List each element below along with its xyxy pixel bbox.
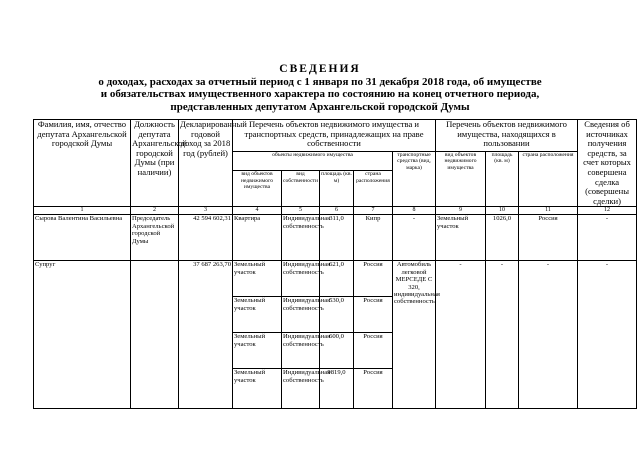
header-use-kind: вид объектов недвижимого имущества xyxy=(436,152,486,207)
header-realty-objects: объекты недвижимого имущества xyxy=(233,152,393,171)
row2-object-kind: Земельный участок xyxy=(233,261,282,297)
row1-country: Кипр xyxy=(354,215,393,261)
row2-ownership: Индивидуальная собственность xyxy=(282,261,320,297)
column-number: 8 xyxy=(393,207,436,215)
row2-transport: Автомобиль легковой МЕРСЕДЕ С 320, индивидуальная собственность xyxy=(393,261,436,409)
header-income: Декларированный годовой доход за 2018 год (рублей) xyxy=(179,120,233,207)
row2-ownership: Индивидуальная собственность xyxy=(282,333,320,369)
column-number: 1 xyxy=(34,207,131,215)
column-numbers-row xyxy=(34,207,637,215)
row2-area: 621,0 xyxy=(320,261,354,297)
column-number: 2 xyxy=(131,207,179,215)
row2-object-kind: Земельный участок xyxy=(233,297,282,333)
header-use-area: площадь (кв. м) xyxy=(486,152,519,207)
column-number: 4 xyxy=(233,207,282,215)
header-full-name: Фамилия, имя, отчество депутата Архангельской городской Думы xyxy=(34,120,131,207)
row1-source: - xyxy=(578,215,637,261)
row2-position xyxy=(131,261,179,409)
header-ownership-kind: вид собственности xyxy=(282,171,320,207)
header-sources: Сведения об источниках получения средств, за счет которых совершена сделка (совершены сделки) xyxy=(578,120,637,207)
row1-object-kind: Квартира xyxy=(233,215,282,261)
column-number: 3 xyxy=(179,207,233,215)
row1-name: Сырова Валентина Васильевна xyxy=(34,215,131,261)
header-used-property: Перечень объектов недвижимого имущества, находящихся в пользовании xyxy=(436,120,578,152)
row2-ownership: Индивидуальная собственность xyxy=(282,297,320,333)
title-heading: СВЕДЕНИЯ xyxy=(279,63,361,75)
row1-area: 311,0 xyxy=(320,215,354,261)
row2-use-country: - xyxy=(519,261,578,409)
row1-use-kind: Земельный участок xyxy=(436,215,486,261)
row2-country: Россия xyxy=(354,261,393,297)
row1-income: 42 594 602,31 xyxy=(179,215,233,261)
header-position: Должность депутата Архангельской городской Думы (при наличии) xyxy=(131,120,179,207)
header-area: площадь (кв. м) xyxy=(320,171,354,207)
row2-country: Россия xyxy=(354,369,393,409)
row2-country: Россия xyxy=(354,297,393,333)
table-row xyxy=(34,215,637,261)
row2-use-area: - xyxy=(486,261,519,409)
column-number: 7 xyxy=(354,207,393,215)
header-transport: транспортные средства (вид, марка) xyxy=(393,152,436,207)
title-line-2: и обязательствах имущественного характера по состоянию на конец отчетного периода, xyxy=(100,88,540,100)
row2-area: 530,0 xyxy=(320,297,354,333)
document-title xyxy=(0,63,640,113)
column-number: 5 xyxy=(282,207,320,215)
row1-transport: - xyxy=(393,215,436,261)
row1-use-country: Россия xyxy=(519,215,578,261)
header-owned-property: Перечень объектов недвижимого имущества и транспортных средств, принадлежащих на праве собственности xyxy=(233,120,436,152)
table-row xyxy=(34,261,637,297)
row2-area: 600,0 xyxy=(320,333,354,369)
column-number: 12 xyxy=(578,207,637,215)
header-use-country: страна расположения xyxy=(519,152,578,207)
row2-income: 37 687 263,70 xyxy=(179,261,233,409)
column-number: 10 xyxy=(486,207,519,215)
row1-position: Председатель Архангельской городской Думы xyxy=(131,215,179,261)
row2-source: - xyxy=(578,261,637,409)
header-country: страна расположения xyxy=(354,171,393,207)
row2-object-kind: Земельный участок xyxy=(233,369,282,409)
row2-object-kind: Земельный участок xyxy=(233,333,282,369)
row2-area: 9819,0 xyxy=(320,369,354,409)
row2-ownership: Индивидуальная собственность xyxy=(282,369,320,409)
header-object-kind: вид объектов недвижимого имущества xyxy=(233,171,282,207)
row1-ownership: Индивидуальная собственность xyxy=(282,215,320,261)
column-number: 9 xyxy=(436,207,486,215)
title-line-3: представленных депутатом Архангельской городской Думы xyxy=(170,100,470,113)
column-number: 11 xyxy=(519,207,578,215)
row1-use-area: 1026,0 xyxy=(486,215,519,261)
row2-use-kind: - xyxy=(436,261,486,409)
column-number: 6 xyxy=(320,207,354,215)
declaration-table xyxy=(33,119,637,409)
row2-name: Супруг xyxy=(34,261,131,409)
title-line-1: о доходах, расходах за отчетный период с 1 января по 31 декабря 2018 года, об имуществе xyxy=(98,75,542,88)
row2-country: Россия xyxy=(354,333,393,369)
